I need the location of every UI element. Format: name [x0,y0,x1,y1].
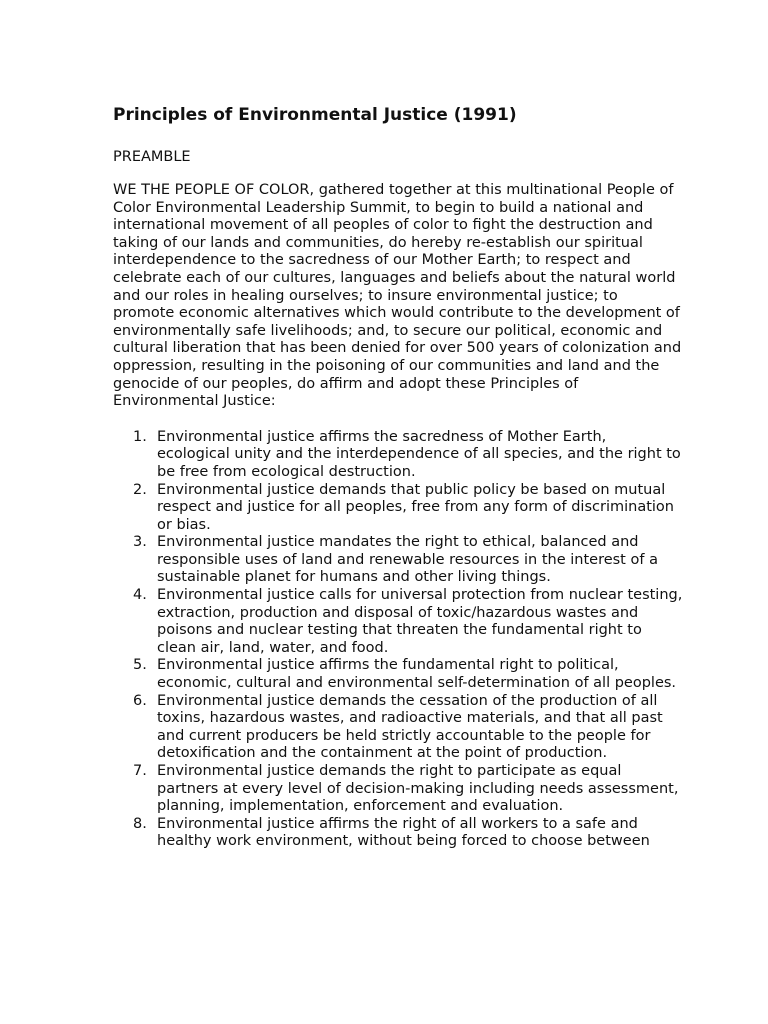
principle-number: 6. [133,692,147,709]
principle-text: Environmental justice affirms the fundamental right to political, economic, cultural and environmental self-determination of all peoples. [157,657,677,692]
principle-item [113,587,683,657]
principle-number: 1. [133,428,147,445]
principle-text: Environmental justice calls for universal protection from nuclear testing, extraction, production and disposal of toxic/hazardous wastes and poisons and nuclear testing that threaten the fundamental right to clean air, land, water, and food. [157,587,683,656]
principle-item [113,482,683,535]
principle-text: Environmental justice demands the right to participate as equal partners at every level of decision-making including needs assessment, planning, implementation, enforcement and evaluation. [157,763,679,815]
principle-text: Environmental justice mandates the right to ethical, balanced and responsible uses of land and renewable resources in the interest of a sustainable planet for humans and other living things. [157,534,658,586]
principle-item [113,693,683,763]
principle-text: Environmental justice demands that public policy be based on mutual respect and justice for all peoples, free from any form of discrimination or bias. [157,481,674,533]
principle-item [113,763,683,816]
principle-number: 2. [133,481,147,498]
principle-item [113,657,683,692]
principle-number: 7. [133,763,147,779]
document-page [113,104,683,851]
principle-number: 4. [133,587,147,604]
principle-item [113,534,683,587]
principle-text: Environmental justice demands the cessation of the production of all toxins, hazardous wastes, and radioactive materials, and that all past and current producers be held strictly accountable to the people for detoxification and the containment at the point of production. [157,692,663,762]
principle-number: 8. [133,815,147,832]
principle-item [113,816,683,851]
document-title: Principles of Environmental Justice (1991) [113,105,517,125]
principle-number: 3. [133,534,147,551]
section-heading: PREAMBLE [113,149,191,165]
principle-number: 5. [133,657,147,674]
principle-text: Environmental justice affirms the right of all workers to a safe and healthy work environment, without being forced to choose between [157,815,650,850]
principles-list [113,429,683,851]
principle-item [113,429,683,482]
preamble-paragraph: WE THE PEOPLE OF COLOR, gathered together at this multinational People of Color Environmental Leadership Summit, to begin to build a national and international movement of all peoples of color to fight the destruction and taking of our lands and communities, do hereby re-establish our spiritual interdependence to the sacredness of our Mother Earth; to respect and celebrate each of our cultures, languages and beliefs about the natural world and our roles in healing ourselves; to insure environmental justice; to promote economic alternatives which would contribute to the development of environmentally safe livelihoods; and, to secure our political, economic and cultural liberation that has been denied for over 500 years of colonization and oppression, resulting in the poisoning of our communities and land and the genocide of our peoples, do affirm and adopt these Principles of Environmental Justice: [113,182,682,410]
principle-text: Environmental justice affirms the sacredness of Mother Earth, ecological unity and the interdependence of all species, and the right to be free from ecological destruction. [157,428,681,480]
